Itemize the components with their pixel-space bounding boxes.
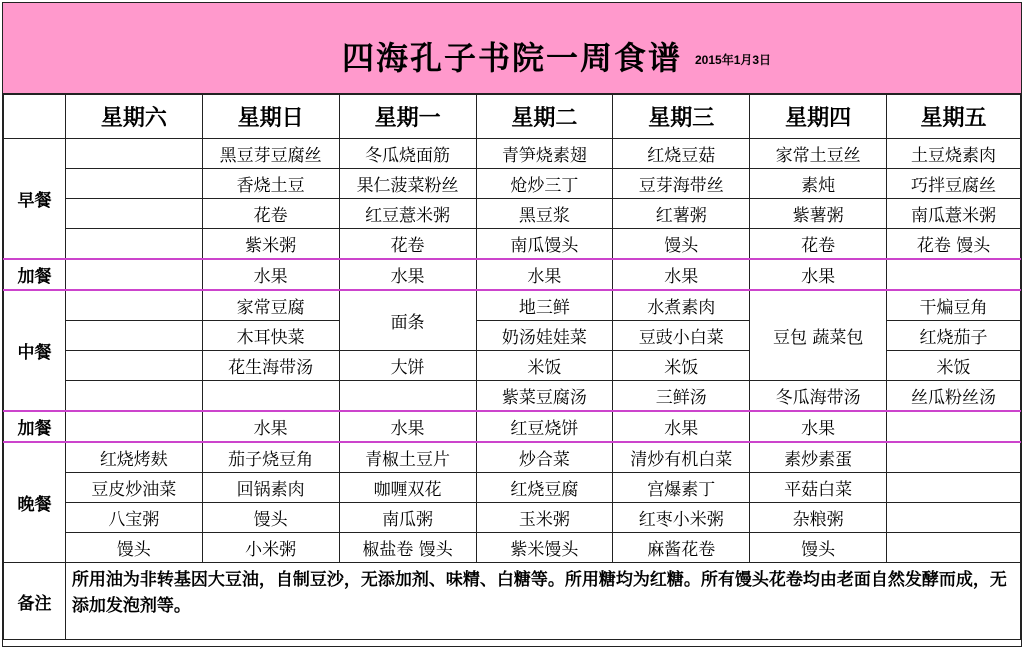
dish-cell: 红烧豆菇 [613, 139, 750, 169]
dish-cell: 南瓜薏米粥 [887, 199, 1021, 229]
notes-text: 所用油为非转基因大豆油，自制豆沙，无添加剂、味精、白糖等。所用糖均为红糖。所有馒头花卷均由老面自然发酵而成，无添加发泡剂等。 [65, 563, 1020, 640]
snack-cell [887, 259, 1021, 290]
dish-cell: 炒合菜 [476, 442, 613, 473]
snack-cell: 水果 [202, 411, 339, 442]
dish-cell: 平菇白菜 [750, 473, 887, 503]
dish-cell: 红枣小米粥 [613, 503, 750, 533]
dish-cell: 小米粥 [202, 533, 339, 563]
day-header: 星期日 [202, 95, 339, 139]
dish-cell [65, 381, 202, 412]
dish-cell: 花卷 馒头 [887, 229, 1021, 260]
dish-cell: 素炖 [750, 169, 887, 199]
dish-cell: 黑豆芽豆腐丝 [202, 139, 339, 169]
day-header: 星期二 [476, 95, 613, 139]
dish-cell: 米饭 [887, 351, 1021, 381]
dinner-row [4, 442, 1021, 473]
dinner-row [4, 533, 1021, 563]
snack-row [4, 411, 1021, 442]
dish-cell: 家常土豆丝 [750, 139, 887, 169]
dish-cell: 奶汤娃娃菜 [476, 321, 613, 351]
dish-cell: 大饼 [339, 351, 476, 381]
breakfast-row [4, 169, 1021, 199]
dish-cell-merged: 面条 [339, 290, 476, 351]
dish-cell: 馒头 [65, 533, 202, 563]
notes-label: 备注 [4, 563, 66, 640]
dish-cell: 冬瓜海带汤 [750, 381, 887, 412]
snack-cell [65, 259, 202, 290]
dish-cell: 花生海带汤 [202, 351, 339, 381]
snack-cell: 水果 [613, 259, 750, 290]
breakfast-row [4, 229, 1021, 260]
dish-cell [887, 473, 1021, 503]
dinner-row [4, 503, 1021, 533]
weekly-menu-table [3, 94, 1021, 640]
dish-cell [65, 139, 202, 169]
dish-cell: 豆芽海带丝 [613, 169, 750, 199]
snack-cell: 水果 [750, 411, 887, 442]
day-header: 星期四 [750, 95, 887, 139]
dish-cell: 紫菜豆腐汤 [476, 381, 613, 412]
dish-cell: 麻酱花卷 [613, 533, 750, 563]
snack-cell: 水果 [339, 259, 476, 290]
dish-cell: 木耳快菜 [202, 321, 339, 351]
snack-row [4, 259, 1021, 290]
dish-cell: 杂粮粥 [750, 503, 887, 533]
dish-cell: 冬瓜烧面筋 [339, 139, 476, 169]
dish-cell [887, 503, 1021, 533]
day-header: 星期三 [613, 95, 750, 139]
dish-cell: 馒头 [202, 503, 339, 533]
snack-cell: 红豆烧饼 [476, 411, 613, 442]
dish-cell: 米饭 [476, 351, 613, 381]
dish-cell: 清炒有机白菜 [613, 442, 750, 473]
dish-cell: 炝炒三丁 [476, 169, 613, 199]
dish-cell: 红豆薏米粥 [339, 199, 476, 229]
dish-cell: 红薯粥 [613, 199, 750, 229]
dish-cell [65, 199, 202, 229]
dish-cell [339, 381, 476, 412]
dish-cell: 紫米粥 [202, 229, 339, 260]
dish-cell: 米饭 [613, 351, 750, 381]
snack-cell: 水果 [476, 259, 613, 290]
meal-label-breakfast: 早餐 [4, 139, 66, 260]
dish-cell: 豆豉小白菜 [613, 321, 750, 351]
snack-cell: 水果 [202, 259, 339, 290]
dinner-row [4, 473, 1021, 503]
day-header: 星期六 [65, 95, 202, 139]
dish-cell: 馒头 [750, 533, 887, 563]
dish-cell: 红烧茄子 [887, 321, 1021, 351]
dish-cell: 回锅素肉 [202, 473, 339, 503]
snack-cell: 水果 [613, 411, 750, 442]
dish-cell: 南瓜馒头 [476, 229, 613, 260]
page-title: 四海孔子书院一周食谱 [341, 39, 682, 77]
snack-cell: 水果 [339, 411, 476, 442]
snack-cell [887, 411, 1021, 442]
dish-cell: 馒头 [613, 229, 750, 260]
dish-cell: 地三鲜 [476, 290, 613, 321]
dish-cell-merged: 豆包 蔬菜包 [750, 290, 887, 381]
dish-cell: 紫米馒头 [476, 533, 613, 563]
dish-cell: 花卷 [750, 229, 887, 260]
dish-cell: 素炒素蛋 [750, 442, 887, 473]
day-header: 星期一 [339, 95, 476, 139]
corner-cell [4, 95, 66, 139]
dish-cell: 巧拌豆腐丝 [887, 169, 1021, 199]
dish-cell [65, 229, 202, 260]
dish-cell: 紫薯粥 [750, 199, 887, 229]
title-bar [3, 3, 1021, 94]
breakfast-row [4, 139, 1021, 169]
dish-cell [65, 321, 202, 351]
dish-cell: 土豆烧素肉 [887, 139, 1021, 169]
dish-cell: 宫爆素丁 [613, 473, 750, 503]
lunch-row [4, 381, 1021, 412]
day-header: 星期五 [887, 95, 1021, 139]
dish-cell [65, 351, 202, 381]
meal-label-dinner: 晚餐 [4, 442, 66, 563]
dish-cell [202, 381, 339, 412]
dish-cell: 黑豆浆 [476, 199, 613, 229]
dish-cell: 家常豆腐 [202, 290, 339, 321]
dish-cell: 南瓜粥 [339, 503, 476, 533]
dish-cell: 青椒土豆片 [339, 442, 476, 473]
dish-cell: 干煸豆角 [887, 290, 1021, 321]
menu-sheet [2, 2, 1022, 647]
menu-date: 2015年1月3日 [695, 53, 772, 67]
notes-row [4, 563, 1021, 640]
dish-cell [65, 290, 202, 321]
header-row [4, 95, 1021, 139]
dish-cell [887, 442, 1021, 473]
dish-cell [887, 533, 1021, 563]
meal-label-lunch: 中餐 [4, 290, 66, 411]
snack-cell: 水果 [750, 259, 887, 290]
dish-cell: 果仁菠菜粉丝 [339, 169, 476, 199]
snack-cell [65, 411, 202, 442]
dish-cell: 椒盐卷 馒头 [339, 533, 476, 563]
dish-cell: 香烧土豆 [202, 169, 339, 199]
dish-cell: 玉米粥 [476, 503, 613, 533]
dish-cell: 花卷 [339, 229, 476, 260]
dish-cell: 咖喱双花 [339, 473, 476, 503]
dish-cell: 豆皮炒油菜 [65, 473, 202, 503]
breakfast-row [4, 199, 1021, 229]
dish-cell: 红烧豆腐 [476, 473, 613, 503]
dish-cell [65, 169, 202, 199]
dish-cell: 青笋烧素翅 [476, 139, 613, 169]
dish-cell: 水煮素肉 [613, 290, 750, 321]
meal-label-snack: 加餐 [4, 259, 66, 290]
dish-cell: 红烧烤麸 [65, 442, 202, 473]
dish-cell: 三鲜汤 [613, 381, 750, 412]
dish-cell: 丝瓜粉丝汤 [887, 381, 1021, 412]
dish-cell: 八宝粥 [65, 503, 202, 533]
dish-cell: 花卷 [202, 199, 339, 229]
dish-cell: 茄子烧豆角 [202, 442, 339, 473]
meal-label-snack: 加餐 [4, 411, 66, 442]
lunch-row [4, 290, 1021, 321]
